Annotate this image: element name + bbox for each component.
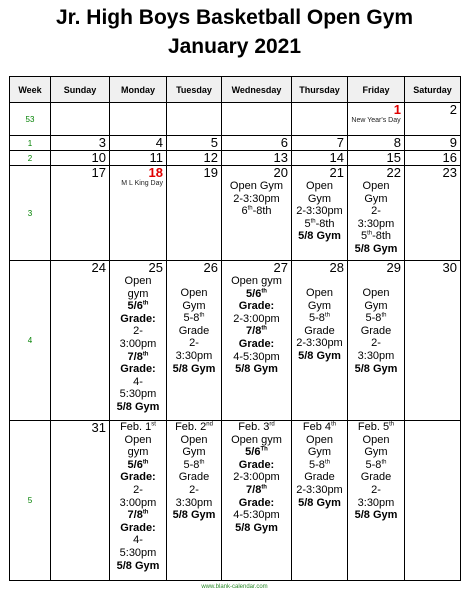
week-number: 3: [10, 166, 51, 261]
day-number: 11: [149, 150, 163, 165]
event-line: Feb 4th: [302, 421, 337, 433]
event-line: 2-3:30pm: [296, 337, 343, 350]
event-line: 5/8 Gym: [354, 509, 398, 522]
event-line: 5-8th: [309, 458, 330, 471]
event-line: 5/8 Gym: [172, 509, 216, 522]
event-line: 4-5:30pm: [233, 350, 280, 363]
event-line: Feb. 5th: [357, 421, 395, 433]
event-line: 5-8th: [365, 458, 387, 471]
day-cell: [222, 261, 292, 421]
event-line: Open Gym: [229, 180, 284, 192]
day-cell: [110, 166, 167, 261]
event-line: 2-: [189, 483, 199, 496]
event-line: Gym: [364, 446, 388, 459]
event-line: 5/8 Gym: [172, 362, 216, 375]
day-cell-empty: [222, 103, 292, 136]
event-line: 5-8th: [183, 458, 205, 471]
day-cell: [348, 103, 405, 136]
event-line: 4-: [133, 534, 143, 547]
week-row: [10, 103, 461, 136]
event-text: [292, 180, 347, 243]
day-number: 21: [329, 165, 344, 180]
event-line: 7/8th: [127, 350, 149, 363]
day-number: 1: [393, 102, 401, 117]
event-line: 5/6Th: [245, 446, 268, 459]
day-number: 17: [91, 165, 106, 180]
event-line: 5/6th: [127, 300, 149, 313]
event-line: 3:30pm: [357, 496, 395, 509]
day-number: 25: [148, 260, 163, 275]
event-line: Open: [306, 287, 333, 299]
header-thursday: Thursday: [292, 77, 348, 103]
event-line: 7/8th: [127, 509, 149, 522]
day-cell: [405, 261, 461, 421]
day-cell: [222, 151, 292, 166]
day-cell: [292, 136, 348, 151]
header-sunday: Sunday: [51, 77, 110, 103]
event-line: Open: [180, 433, 208, 446]
week-row: [10, 421, 461, 581]
event-line: 5/6th: [246, 287, 267, 300]
event-line: Open: [124, 433, 152, 446]
header-friday: Friday: [348, 77, 405, 103]
event-line: 3:00pm: [119, 337, 157, 350]
event-text: [222, 275, 291, 376]
header-row: [10, 77, 461, 103]
event-line: Grade: [304, 324, 335, 337]
week-number: 2: [10, 151, 51, 166]
day-cell: [405, 151, 461, 166]
day-number: 13: [273, 150, 288, 165]
event-line: Grade:: [120, 521, 156, 534]
event-line: gym: [127, 287, 149, 300]
header-week: Week: [10, 77, 51, 103]
event-line: 5-8th: [365, 312, 387, 325]
event-line: 2-: [371, 483, 381, 496]
footer-link[interactable]: www.blank-calendar.com: [201, 584, 268, 590]
day-number: 27: [273, 260, 288, 275]
day-cell: [292, 166, 348, 261]
day-number: 22: [386, 165, 401, 180]
event-line: Open: [306, 433, 333, 446]
event-text: [110, 421, 166, 572]
day-number: 24: [91, 260, 106, 275]
day-cell: [348, 166, 405, 261]
event-line: 5/8 Gym: [298, 496, 341, 509]
event-line: Grade:: [120, 363, 156, 376]
day-number: 2: [449, 102, 457, 117]
day-cell-empty: [167, 103, 222, 136]
event-line: 5th-8th: [304, 217, 335, 230]
event-line: Grade: [360, 471, 392, 484]
day-number: 15: [386, 150, 401, 165]
day-cell: [167, 421, 222, 581]
event-line: 7/8th: [246, 483, 267, 496]
event-line: Grade:: [120, 471, 156, 484]
day-number: 26: [203, 260, 218, 275]
day-cell: [51, 151, 110, 166]
event-line: 2-: [133, 483, 143, 496]
event-line: Feb. 2nd: [175, 421, 213, 433]
day-cell: [405, 166, 461, 261]
event-line: 5/8 Gym: [116, 400, 160, 413]
day-number: 5: [210, 135, 218, 150]
event-line: 3:30pm: [175, 349, 213, 362]
event-line: 5/8 Gym: [235, 521, 278, 534]
day-cell: [292, 151, 348, 166]
event-line: 5/6th: [127, 458, 149, 471]
event-line: Gym: [307, 446, 332, 459]
event-line: 2-: [371, 205, 381, 218]
event-line: Feb. 3rd: [238, 421, 275, 433]
event-text: [222, 421, 291, 534]
day-cell-empty: [292, 103, 348, 136]
header-monday: Monday: [110, 77, 167, 103]
event-line: Open: [362, 287, 390, 299]
event-line: 3:30pm: [357, 217, 395, 230]
event-line: Open: [306, 180, 333, 192]
day-number: 28: [329, 260, 344, 275]
event-line: 4-: [133, 375, 143, 388]
day-cell: [222, 166, 292, 261]
day-cell-empty: [51, 103, 110, 136]
day-cell: [405, 103, 461, 136]
event-line: 2-3:00pm: [233, 312, 280, 325]
day-cell: [167, 136, 222, 151]
event-line: Grade:: [238, 496, 275, 509]
event-line: Open: [362, 433, 390, 446]
day-cell-empty: [405, 421, 461, 581]
day-number: 31: [91, 420, 106, 435]
week-number: 5: [10, 421, 51, 581]
event-line: 2-: [133, 325, 143, 338]
event-line: Gym: [364, 299, 388, 312]
event-text: [292, 275, 347, 363]
event-line: 3:30pm: [357, 349, 395, 362]
week-number: 4: [10, 261, 51, 421]
day-cell: [51, 136, 110, 151]
event-line: 7/8th: [246, 325, 267, 338]
day-number: 19: [203, 165, 218, 180]
event-line: 5/8 Gym: [116, 559, 160, 572]
event-line: Gym: [182, 446, 206, 459]
holiday-label: New Year's Day: [351, 117, 401, 124]
day-number: 30: [442, 260, 457, 275]
event-line: Grade:: [238, 300, 275, 313]
week-row: [10, 261, 461, 421]
day-number: 20: [273, 165, 288, 180]
day-number: 12: [203, 150, 218, 165]
day-cell-empty: [110, 103, 167, 136]
day-number: 4: [155, 135, 163, 150]
day-number: 23: [442, 165, 457, 180]
event-line: 3:30pm: [175, 496, 213, 509]
event-line: Gym: [307, 192, 332, 205]
event-line: Grade: [178, 471, 210, 484]
week-row: [10, 166, 461, 261]
event-line: 5:30pm: [119, 388, 157, 401]
event-line: 2-3:30pm: [296, 483, 343, 496]
event-text: [348, 275, 404, 375]
event-line: 5th-8th: [360, 230, 392, 243]
day-cell: [348, 136, 405, 151]
event-line: 5/8 Gym: [298, 230, 341, 243]
day-number: 16: [442, 150, 457, 165]
event-line: Open: [362, 180, 390, 192]
header-saturday: Saturday: [405, 77, 461, 103]
holiday-label: M L King Day: [121, 180, 163, 187]
event-line: Open: [124, 275, 152, 287]
event-text: [292, 421, 347, 509]
calendar-month: January 2021: [167, 35, 302, 58]
day-cell: [348, 261, 405, 421]
day-number: 6: [280, 135, 288, 150]
event-line: gym: [127, 446, 149, 459]
day-cell: [292, 261, 348, 421]
day-cell: [51, 166, 110, 261]
day-cell: [405, 136, 461, 151]
event-line: 2-3:30pm: [296, 205, 343, 218]
event-line: Gym: [364, 192, 388, 205]
event-line: 2-3:00pm: [233, 471, 280, 484]
day-number: 7: [336, 135, 344, 150]
day-number: 29: [386, 260, 401, 275]
event-line: Open gym: [231, 275, 282, 287]
day-number: 8: [393, 135, 401, 150]
day-number: 10: [91, 150, 106, 165]
event-line: 2-: [371, 337, 381, 350]
day-cell: [292, 421, 348, 581]
week-row: [10, 136, 461, 151]
day-cell: [110, 261, 167, 421]
day-cell: [110, 151, 167, 166]
day-cell: [348, 421, 405, 581]
event-line: Grade:: [238, 337, 275, 350]
day-cell: [222, 421, 292, 581]
event-line: 5-8th: [183, 312, 205, 325]
day-cell: [167, 166, 222, 261]
day-cell: [110, 421, 167, 581]
event-line: Grade:: [238, 458, 275, 471]
day-cell: [110, 136, 167, 151]
event-line: 5/8 Gym: [298, 349, 341, 362]
day-cell: [51, 421, 110, 581]
event-text: [110, 275, 166, 414]
event-line: 5/8 Gym: [354, 242, 398, 255]
event-line: 6th-8th: [241, 205, 272, 218]
event-text: [348, 421, 404, 522]
day-cell: [167, 151, 222, 166]
event-line: 4-5:30pm: [233, 509, 280, 522]
event-line: Feb. 1st: [120, 421, 156, 433]
week-number: 1: [10, 136, 51, 151]
event-line: 2-: [189, 337, 199, 350]
calendar-title: Jr. High Boys Basketball Open Gym: [55, 6, 414, 29]
event-text: [167, 275, 221, 375]
day-cell: [348, 151, 405, 166]
event-line: 5/8 Gym: [235, 363, 278, 376]
day-number: 14: [329, 150, 344, 165]
event-line: 3:00pm: [119, 496, 157, 509]
week-row: [10, 151, 461, 166]
day-cell: [167, 261, 222, 421]
event-line: Gym: [307, 299, 332, 312]
header-wednesday: Wednesday: [222, 77, 292, 103]
event-line: 5/8 Gym: [354, 362, 398, 375]
event-line: Gym: [182, 299, 206, 312]
day-number: 3: [98, 135, 106, 150]
event-line: 5:30pm: [119, 546, 157, 559]
event-line: 2-3:30pm: [233, 192, 280, 205]
event-text: [222, 180, 291, 218]
day-number: 18: [148, 165, 163, 180]
event-line: Grade: [360, 324, 392, 337]
event-line: 5-8th: [309, 312, 330, 325]
week-number: 53: [10, 103, 51, 136]
day-cell: [222, 136, 292, 151]
event-line: Open gym: [231, 433, 282, 446]
event-line: Grade: [304, 471, 335, 484]
event-line: Grade:: [120, 312, 156, 325]
header-tuesday: Tuesday: [167, 77, 222, 103]
day-number: 9: [449, 135, 457, 150]
calendar-grid: [9, 76, 461, 581]
event-text: [167, 421, 221, 522]
event-line: Grade: [178, 324, 210, 337]
day-cell: [51, 261, 110, 421]
event-text: [348, 180, 404, 256]
event-line: Open: [180, 287, 208, 299]
